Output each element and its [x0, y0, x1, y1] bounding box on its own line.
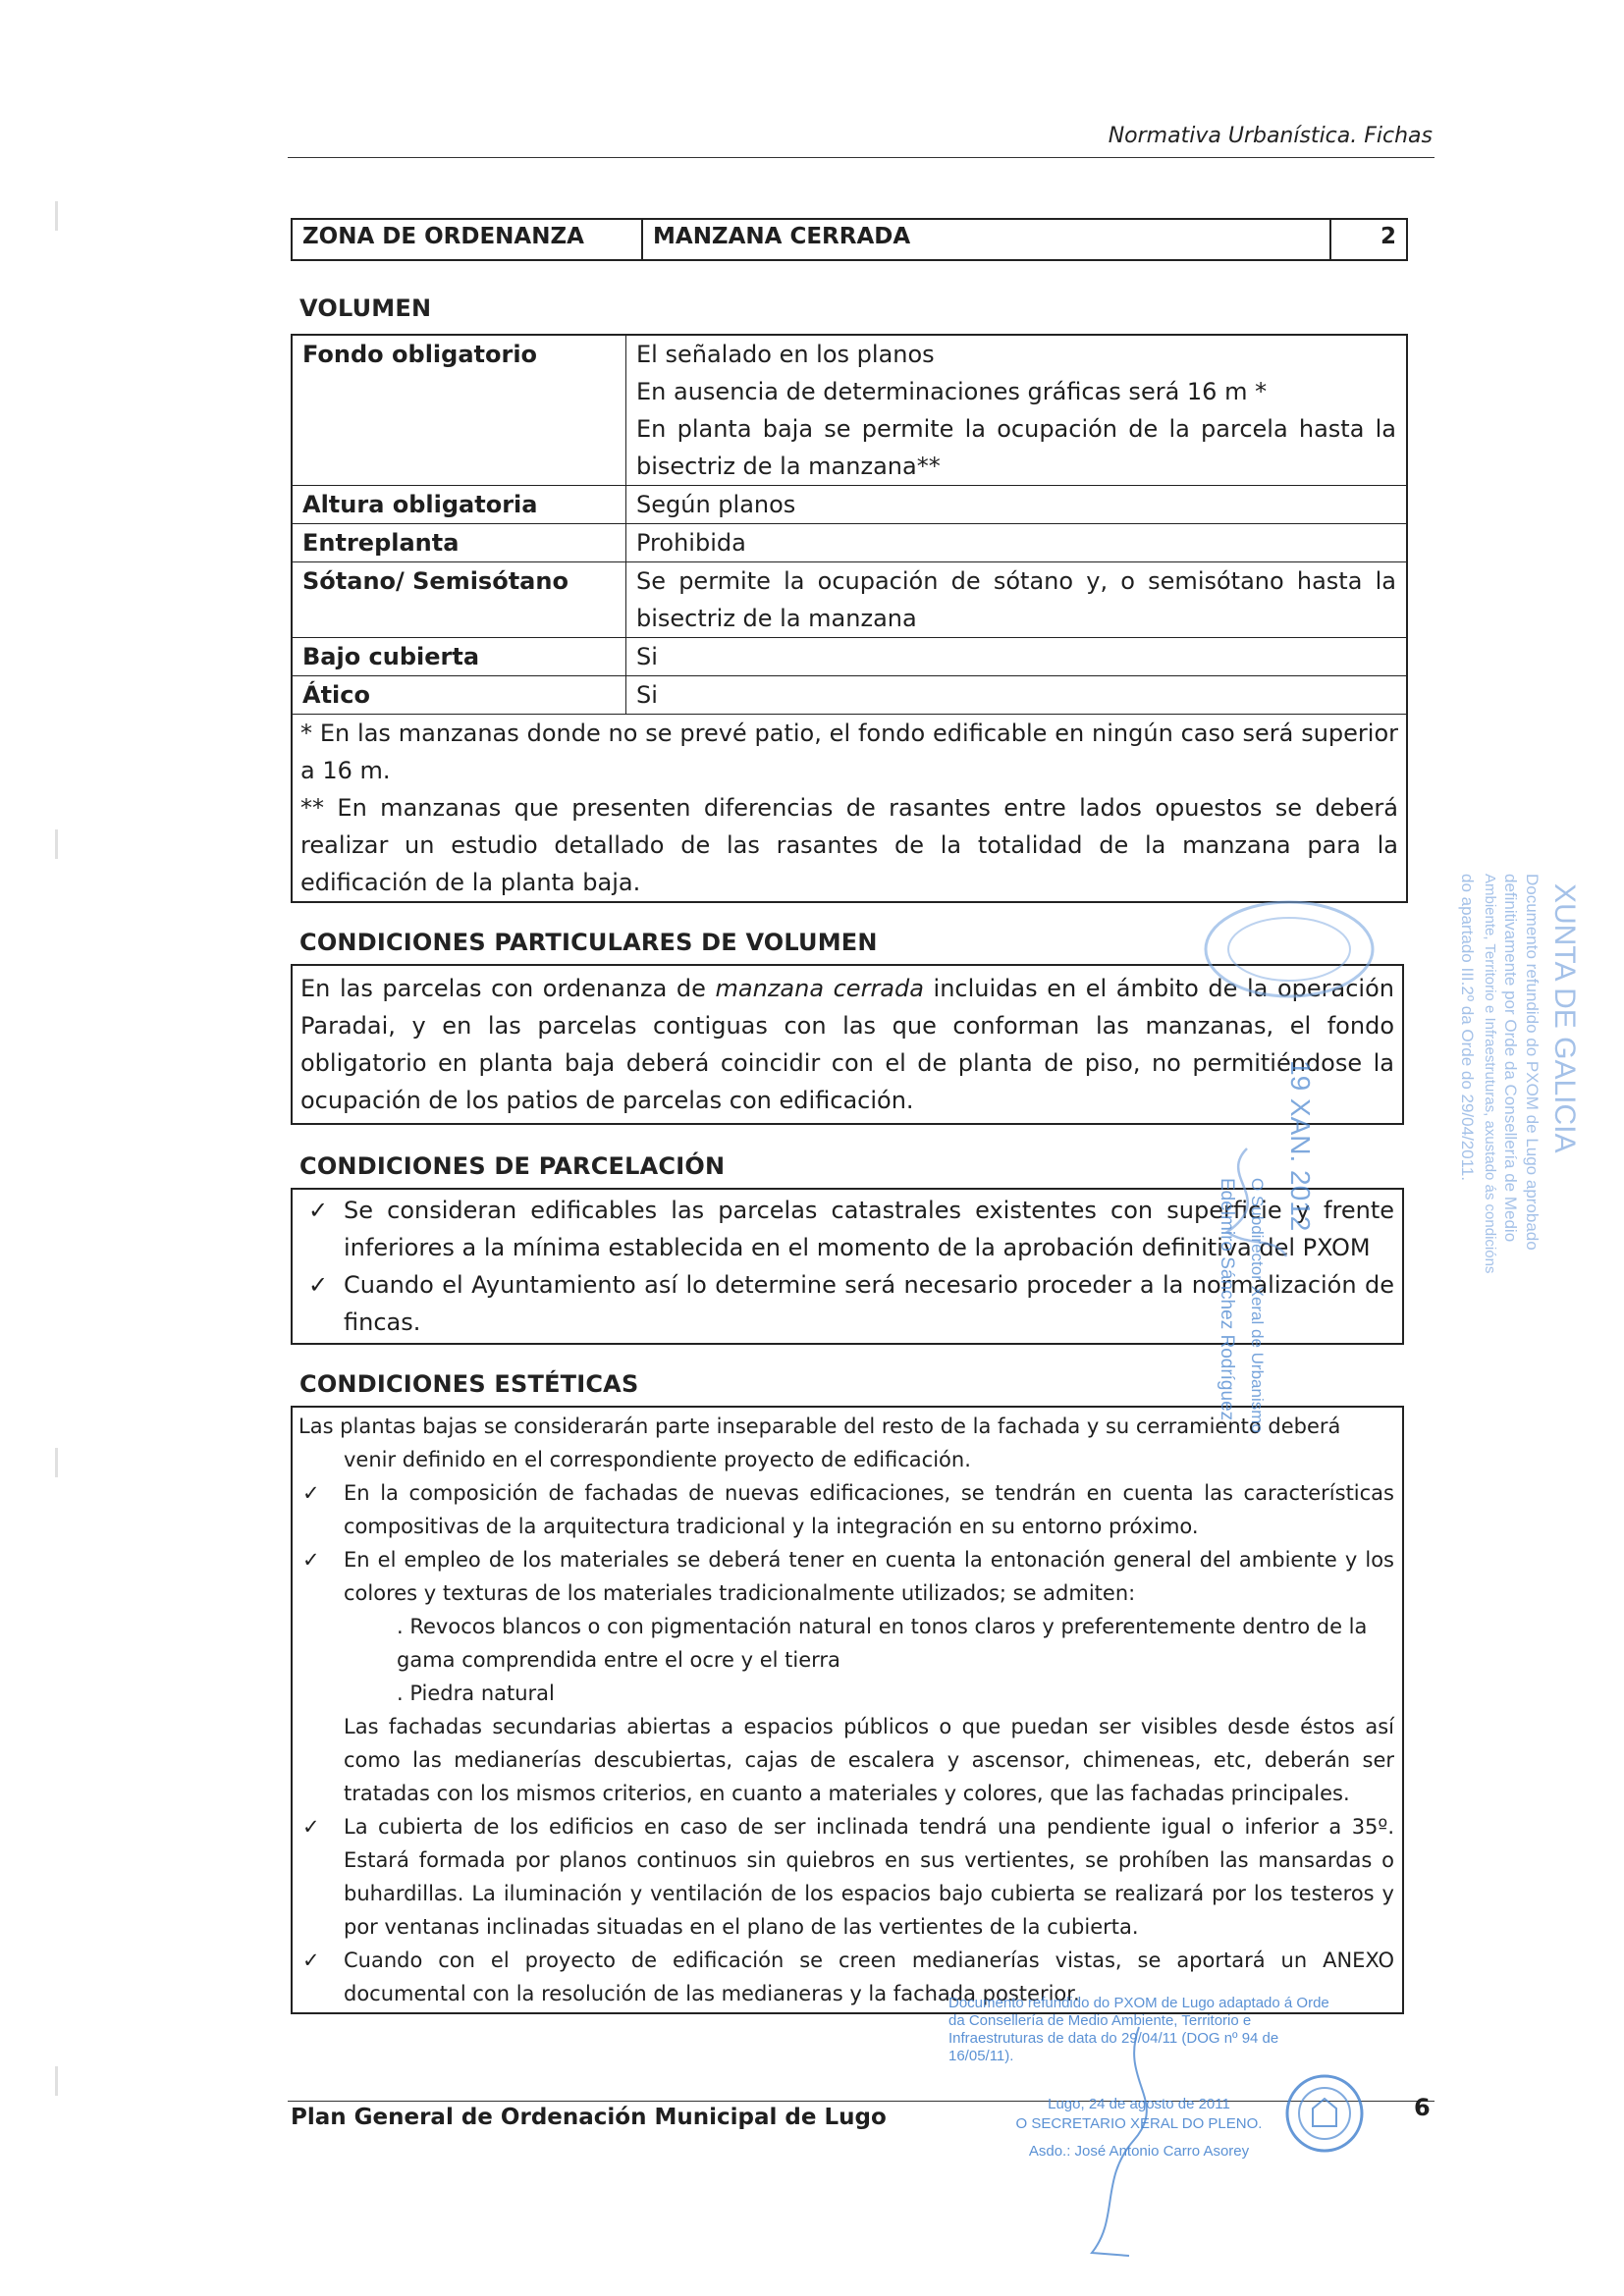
round-seal-icon: [1280, 2069, 1369, 2158]
list-item-text: En la composición de fachadas de nuevas edificaciones, se tendrán en cuenta las características compositivas de la arquitectura tradicional y la integración en su entorno próximo.: [344, 1481, 1394, 1538]
cpv-text-a: En las parcelas con ordenanza de: [300, 975, 716, 1002]
table-row: [293, 524, 1406, 562]
esteticas-title: CONDICIONES ESTÉTICAS: [299, 1370, 639, 1398]
stamp-line-2: da Consellería de Medio Ambiente, Territorio e: [948, 2012, 1252, 2029]
volumen-note-2: ** En manzanas que presenten diferencias de rasantes entre lados opuestos se deberá realizar un estudio detallado de las rasantes de la totalidad de la manzana para la edificación de la planta baja.: [300, 794, 1398, 896]
cpv-text-b: incluidas en el ámbito de la operación Paradai, y en las parcelas contiguas con las que conforman las manzanas, el fondo obligatorio en planta baja deberá coincidir con el de planta de piso, no permitiéndose la ocupación de los patios de parcelas con edificación.: [300, 975, 1394, 1114]
vertical-stamp-line-1: Documento refundido do PXOM de Lugo aprobado: [1523, 874, 1542, 1251]
stamp-role: O SECRETARIO XERAL DO PLENO.: [1015, 2115, 1263, 2132]
esteticas-intro-b: venir definido en el correspondiente proyecto de edificación.: [344, 1448, 971, 1471]
header-rule: [288, 157, 1435, 158]
stamp-line-4: 16/05/11).: [948, 2048, 1014, 2064]
stamp-date: Lugo, 24 de agosto de 2011: [1048, 2096, 1230, 2112]
row-value: [626, 336, 1406, 485]
vertical-stamp-line-2: definitivamente por Orde da Consellería de Medio: [1501, 874, 1520, 1243]
volumen-title: VOLUMEN: [299, 294, 432, 322]
esteticas-plain: Las fachadas secundarias abiertas a espacios públicos o que puedan ser visibles desde éstos así como las medianerías descubiertas, cajas de escalera y ascensor, chimeneas, etc, deberán ser tratadas con los mismos criterios, en cuanto a materiales y colores, que las fachadas principales.: [344, 1715, 1394, 1805]
check-icon: ✓: [307, 1271, 329, 1299]
header-title: Normativa Urbanística. Fichas: [1108, 124, 1433, 148]
list-item-text: Cuando el Ayuntamiento así lo determine será necesario proceder a la normalización de fincas.: [344, 1271, 1394, 1336]
check-icon: ✓: [302, 1481, 320, 1505]
row-value: Prohibida: [636, 529, 746, 557]
row-label: Entreplanta: [293, 524, 626, 561]
table-row: [293, 638, 1406, 676]
signature-icon: [1208, 1139, 1296, 1266]
row-label: Bajo cubierta: [293, 638, 626, 675]
stamp-line-3: Infraestruturas de data do 29/04/11 (DOG nº 94 de: [948, 2030, 1279, 2047]
seal-date: 19 XAN. 2012: [1285, 1060, 1316, 1232]
vertical-stamp: [1414, 874, 1591, 1384]
zona-number: 2: [1380, 224, 1396, 249]
seal-mid-line-2: Edelmiro Sánchez Rodríguez: [1217, 1178, 1237, 1421]
check-icon: ✓: [302, 1548, 320, 1572]
esteticas-box: [291, 1406, 1404, 2014]
row-label: Sótano/ Semisótano: [293, 562, 626, 637]
check-icon: ✓: [302, 1949, 320, 1972]
table-row: [293, 562, 1406, 638]
cpv-text-italic: manzana cerrada: [715, 975, 924, 1002]
signature-icon: [1080, 2022, 1198, 2268]
list-item-text: En el empleo de los materiales se deberá tener en cuenta la entonación general del ambiente y los colores y texturas de los materiales tradicionalmente utilizados; se admiten:: [344, 1548, 1394, 1605]
row-value: Según planos: [636, 491, 796, 518]
stamp-signed: Asdo.: José Antonio Carro Asorey: [1028, 2143, 1250, 2160]
margin-mark: [55, 1448, 58, 1477]
zona-table: [291, 218, 1408, 261]
sub-item: . Piedra natural: [397, 1682, 555, 1705]
seal-mid-text: [1159, 1060, 1453, 1433]
seal-mid-line-1: O Subdirector Xeral de Urbanismo: [1248, 1178, 1267, 1433]
list-item-text: Cuando con el proyecto de edificación se creen medianerías vistas, se aportará un ANEXO documental con la resolución de las medianeras y la fachada posterior.: [344, 1949, 1394, 2005]
vertical-stamp-line-4: do apartado III.2º da Orde do 29/04/2011.: [1458, 874, 1477, 1182]
row-line: El señalado en los planos: [636, 341, 935, 368]
list-item-text: Se consideran edificables las parcelas catastrales existentes con superficie y frente inferiores a la mínima establecida en el momento de la aprobación definitiva del PXOM: [344, 1197, 1394, 1261]
row-label: Ático: [293, 676, 626, 714]
check-icon: ✓: [302, 1815, 320, 1839]
page-number: 6: [1414, 2094, 1431, 2121]
zona-label: ZONA DE ORDENANZA: [293, 220, 643, 259]
row-value: Si: [636, 681, 658, 709]
margin-mark: [55, 2066, 58, 2096]
row-value: Se permite la ocupación de sótano y, o semisótano hasta la bisectriz de la manzana: [636, 567, 1396, 632]
row-line: En ausencia de determinaciones gráficas será 16 m *: [636, 378, 1268, 405]
row-line: En planta baja se permite la ocupación de la parcela hasta la bisectriz de la manzana**: [636, 415, 1396, 480]
cpv-title: CONDICIONES PARTICULARES DE VOLUMEN: [299, 929, 878, 956]
list-item: [298, 1810, 1394, 1944]
volumen-table: [291, 334, 1408, 903]
row-label: Altura obligatoria: [293, 486, 626, 523]
vertical-stamp-line-3: Ambiente, Territorio e Infraestruturas, axustado ás condicións: [1482, 874, 1498, 1274]
margin-mark: [55, 829, 58, 859]
table-row: [293, 336, 1406, 486]
row-label: Fondo obligatorio: [293, 336, 626, 485]
stamp-line-1: Documento refundido do PXOM de Lugo adaptado á Orde: [948, 1995, 1329, 2011]
row-value: Si: [636, 643, 658, 670]
sub-item: . Revocos blancos o con pigmentación natural en tonos claros y preferentemente dentro de la gama comprendida entre el ocre y el tierra: [397, 1615, 1368, 1672]
parcelacion-title: CONDICIONES DE PARCELACIÓN: [299, 1152, 726, 1180]
esteticas-intro-a: Las plantas bajas se considerarán parte inseparable del resto de la fachada y su cerramiento deberá: [298, 1415, 1341, 1438]
zona-value: MANZANA CERRADA: [643, 220, 1331, 259]
check-icon: ✓: [307, 1197, 329, 1224]
table-row: [293, 486, 1406, 524]
round-seal-icon: [1196, 895, 1382, 1003]
footer-title: Plan General de Ordenación Municipal de Lugo: [291, 2105, 887, 2130]
volumen-note-1: * En las manzanas donde no se prevé patio, el fondo edificable en ningún caso será superior a 16 m.: [300, 720, 1398, 784]
margin-mark: [55, 201, 58, 231]
list-item: [298, 1476, 1394, 1543]
list-item-text: La cubierta de los edificios en caso de ser inclinada tendrá una pendiente igual o inferior a 35º. Estará formada por planos continuos sin quiebros en sus vertientes, se prohíben las mansardas o buhardillas. La iluminación y ventilación de los espacios bajo cubierta se realizará por los testeros y por ventanas inclinadas situadas en el plano de las vertientes de la cubierta.: [344, 1815, 1394, 1939]
vertical-stamp-title: XUNTA DE GALICIA: [1548, 883, 1581, 1153]
list-item: [298, 1543, 1394, 1610]
table-row: [293, 676, 1406, 715]
